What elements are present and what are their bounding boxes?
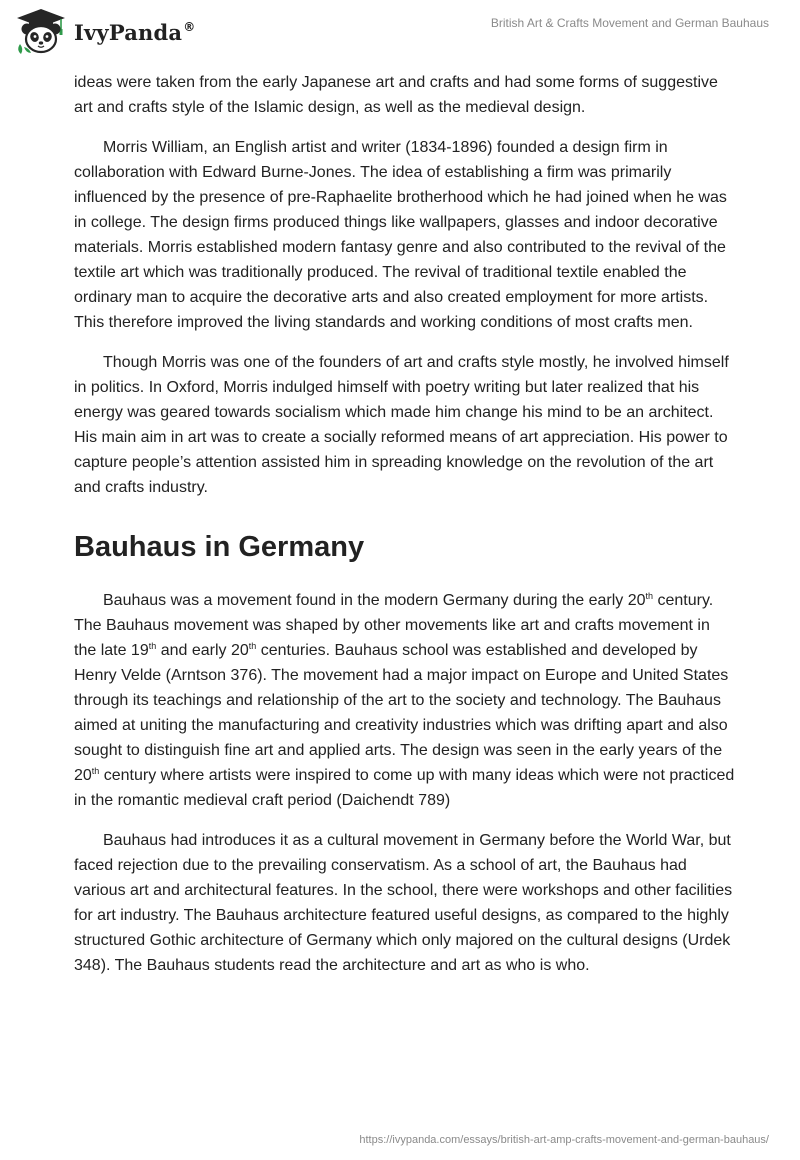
page-header — [0, 0, 800, 62]
source-url[interactable]: https://ivypanda.com/essays/british-art-amp-crafts-movement-and-german-bauhaus/ — [359, 1134, 769, 1146]
paragraph-bauhaus-intro: Bauhaus was a movement found in the modern Germany during the early 20th century. The Bauhaus movement was shaped by other movements like art and crafts movement in the late 19th and early 20th centuries. Bauhaus school was established and developed by Henry Velde (Arntson 376). The movement had a major impact on Europe and United States through its teachings and relationship of the art to the society and technology. The Bauhaus aimed at uniting the manufacturing and creativity industries which was drifting apart and also sought to distinguish fine art and applied arts. The design was seen in the early years of the 20th century where artists were inspired to come up with many ideas which were not practiced in the romantic medieval craft period (Daichendt 789) — [74, 591, 735, 809]
document-title: British Art & Crafts Movement and German Bauhaus — [490, 16, 769, 30]
section-heading: Bauhaus in Germany — [74, 531, 365, 563]
brand-name: IvyPanda® — [74, 19, 196, 45]
paragraph-morris-firm: Morris William, an English artist and writer (1834-1896) founded a design firm in collaboration with Edward Burne-Jones. The idea of establishing a firm was primarily influenced by the presence of pre-Raphaelite brotherhood which he had joined when he was in college. The design firms produced things like wallpapers, glasses and indoor decorative materials. Morris established modern fantasy genre and also contributed to the revival of the textile art which was traditionally produced. The revival of traditional textile enabled the ordinary man to acquire the decorative arts and also created employment for more artists. This therefore improved the living standards and working conditions of most crafts men. — [74, 139, 727, 331]
ivypanda-logo[interactable] — [14, 6, 195, 56]
panda-graduate-icon — [14, 6, 68, 56]
paragraph-morris-politics: Though Morris was one of the founders of art and crafts style mostly, he involved himself in politics. In Oxford, Morris indulged himself with poetry writing but later realized that his energy was geared towards socialism which made him change his mind to be an architect. His main aim in art was to create a socially reformed means of art appreciation. His power to capture people’s attention assisted him in spreading knowledge on the revolution of the art and crafts industry. — [74, 354, 729, 496]
paragraph-continued: ideas were taken from the early Japanese art and crafts and had some forms of suggestive art and crafts style of the Islamic design, as well as the medieval design. — [74, 74, 718, 116]
paragraph-bauhaus-culture: Bauhaus had introduces it as a cultural movement in Germany before the World War, but faced rejection due to the prevailing conservatism. As a school of art, the Bauhaus had various art and architectural features. In the school, there were workshops and other facilities for art industry. The Bauhaus architecture featured useful designs, as compared to the highly structured Gothic architecture of Germany which only majored on the cultural designs (Urdek 348). The Bauhaus students read the architecture and art as who is who. — [74, 832, 733, 974]
registered-mark: ® — [183, 19, 196, 34]
essay-body — [74, 70, 736, 978]
